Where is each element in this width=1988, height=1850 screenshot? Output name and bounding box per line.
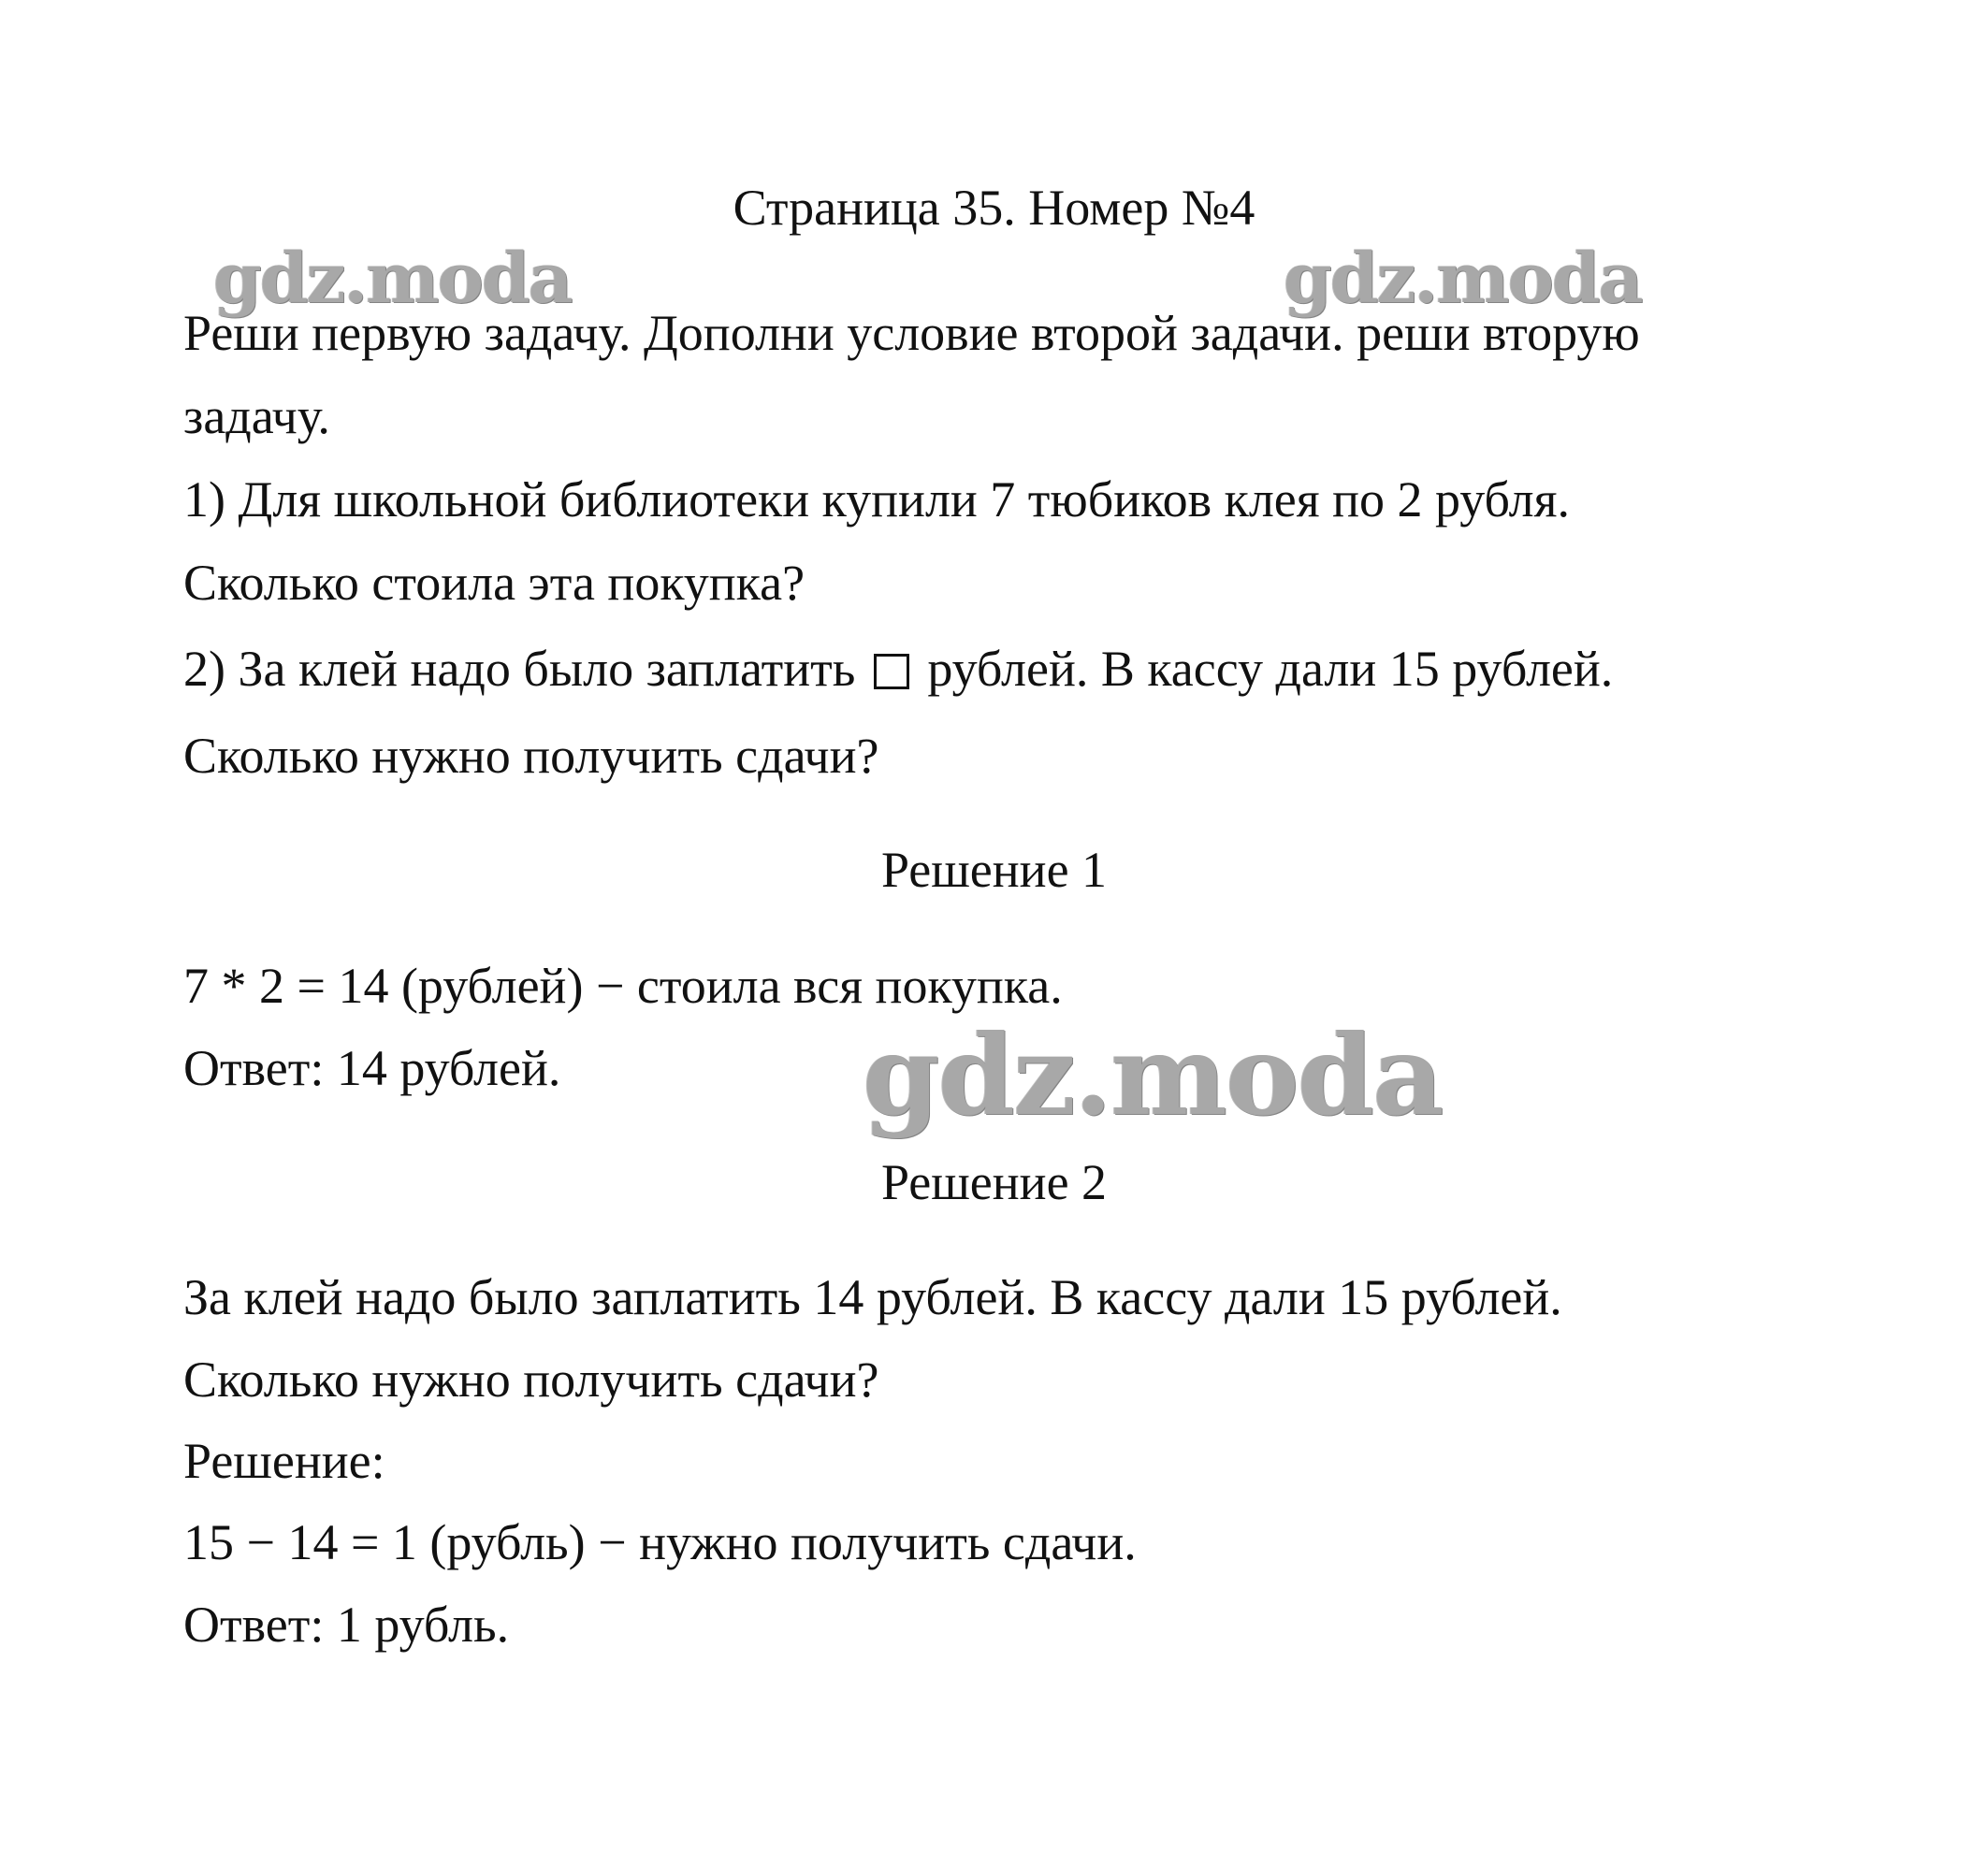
page-title: Страница 35. Номер №4	[733, 180, 1255, 236]
solution2-restated-line1: За клей надо было заплатить 14 рублей. В кассу дали 15 рублей.	[183, 1269, 1562, 1325]
blank-box-icon	[874, 654, 909, 689]
problem2-text-part1: 2) За клей надо было заплатить	[183, 641, 856, 697]
problem1-line2: Сколько стоила эта покупка?	[183, 555, 805, 611]
solution2-heading: Решение 2	[880, 1154, 1108, 1210]
solution1-heading: Решение 1	[880, 842, 1108, 898]
problem2-line1	[183, 639, 1613, 699]
solution2-calc: 15 − 14 = 1 (рубль) − нужно получить сдачи.	[183, 1514, 1137, 1570]
task-instruction-line2: задачу.	[183, 388, 330, 444]
solution2-restated-line2: Сколько нужно получить сдачи?	[183, 1351, 879, 1408]
solution1-calc: 7 * 2 = 14 (рублей) − стоила вся покупка.	[183, 958, 1063, 1014]
task-instruction-line1: Реши первую задачу. Дополни условие второй задачи. реши вторую	[183, 305, 1640, 361]
solution2-answer: Ответ: 1 рубль.	[183, 1597, 510, 1653]
problem1-line1: 1) Для школьной библиотеки купили 7 тюбиков клея по 2 рубля.	[183, 471, 1570, 528]
watermark-logo: gdz.moda	[863, 1010, 1443, 1140]
solution2-label: Решение:	[183, 1433, 385, 1489]
problem2-line2: Сколько нужно получить сдачи?	[183, 728, 879, 784]
solution1-answer: Ответ: 14 рублей.	[183, 1040, 561, 1096]
problem2-text-part2: рублей. В кассу дали 15 рублей.	[927, 641, 1614, 697]
watermark-logo: gdz.moda	[1284, 238, 1642, 319]
watermark-logo: gdz.moda	[213, 238, 572, 319]
